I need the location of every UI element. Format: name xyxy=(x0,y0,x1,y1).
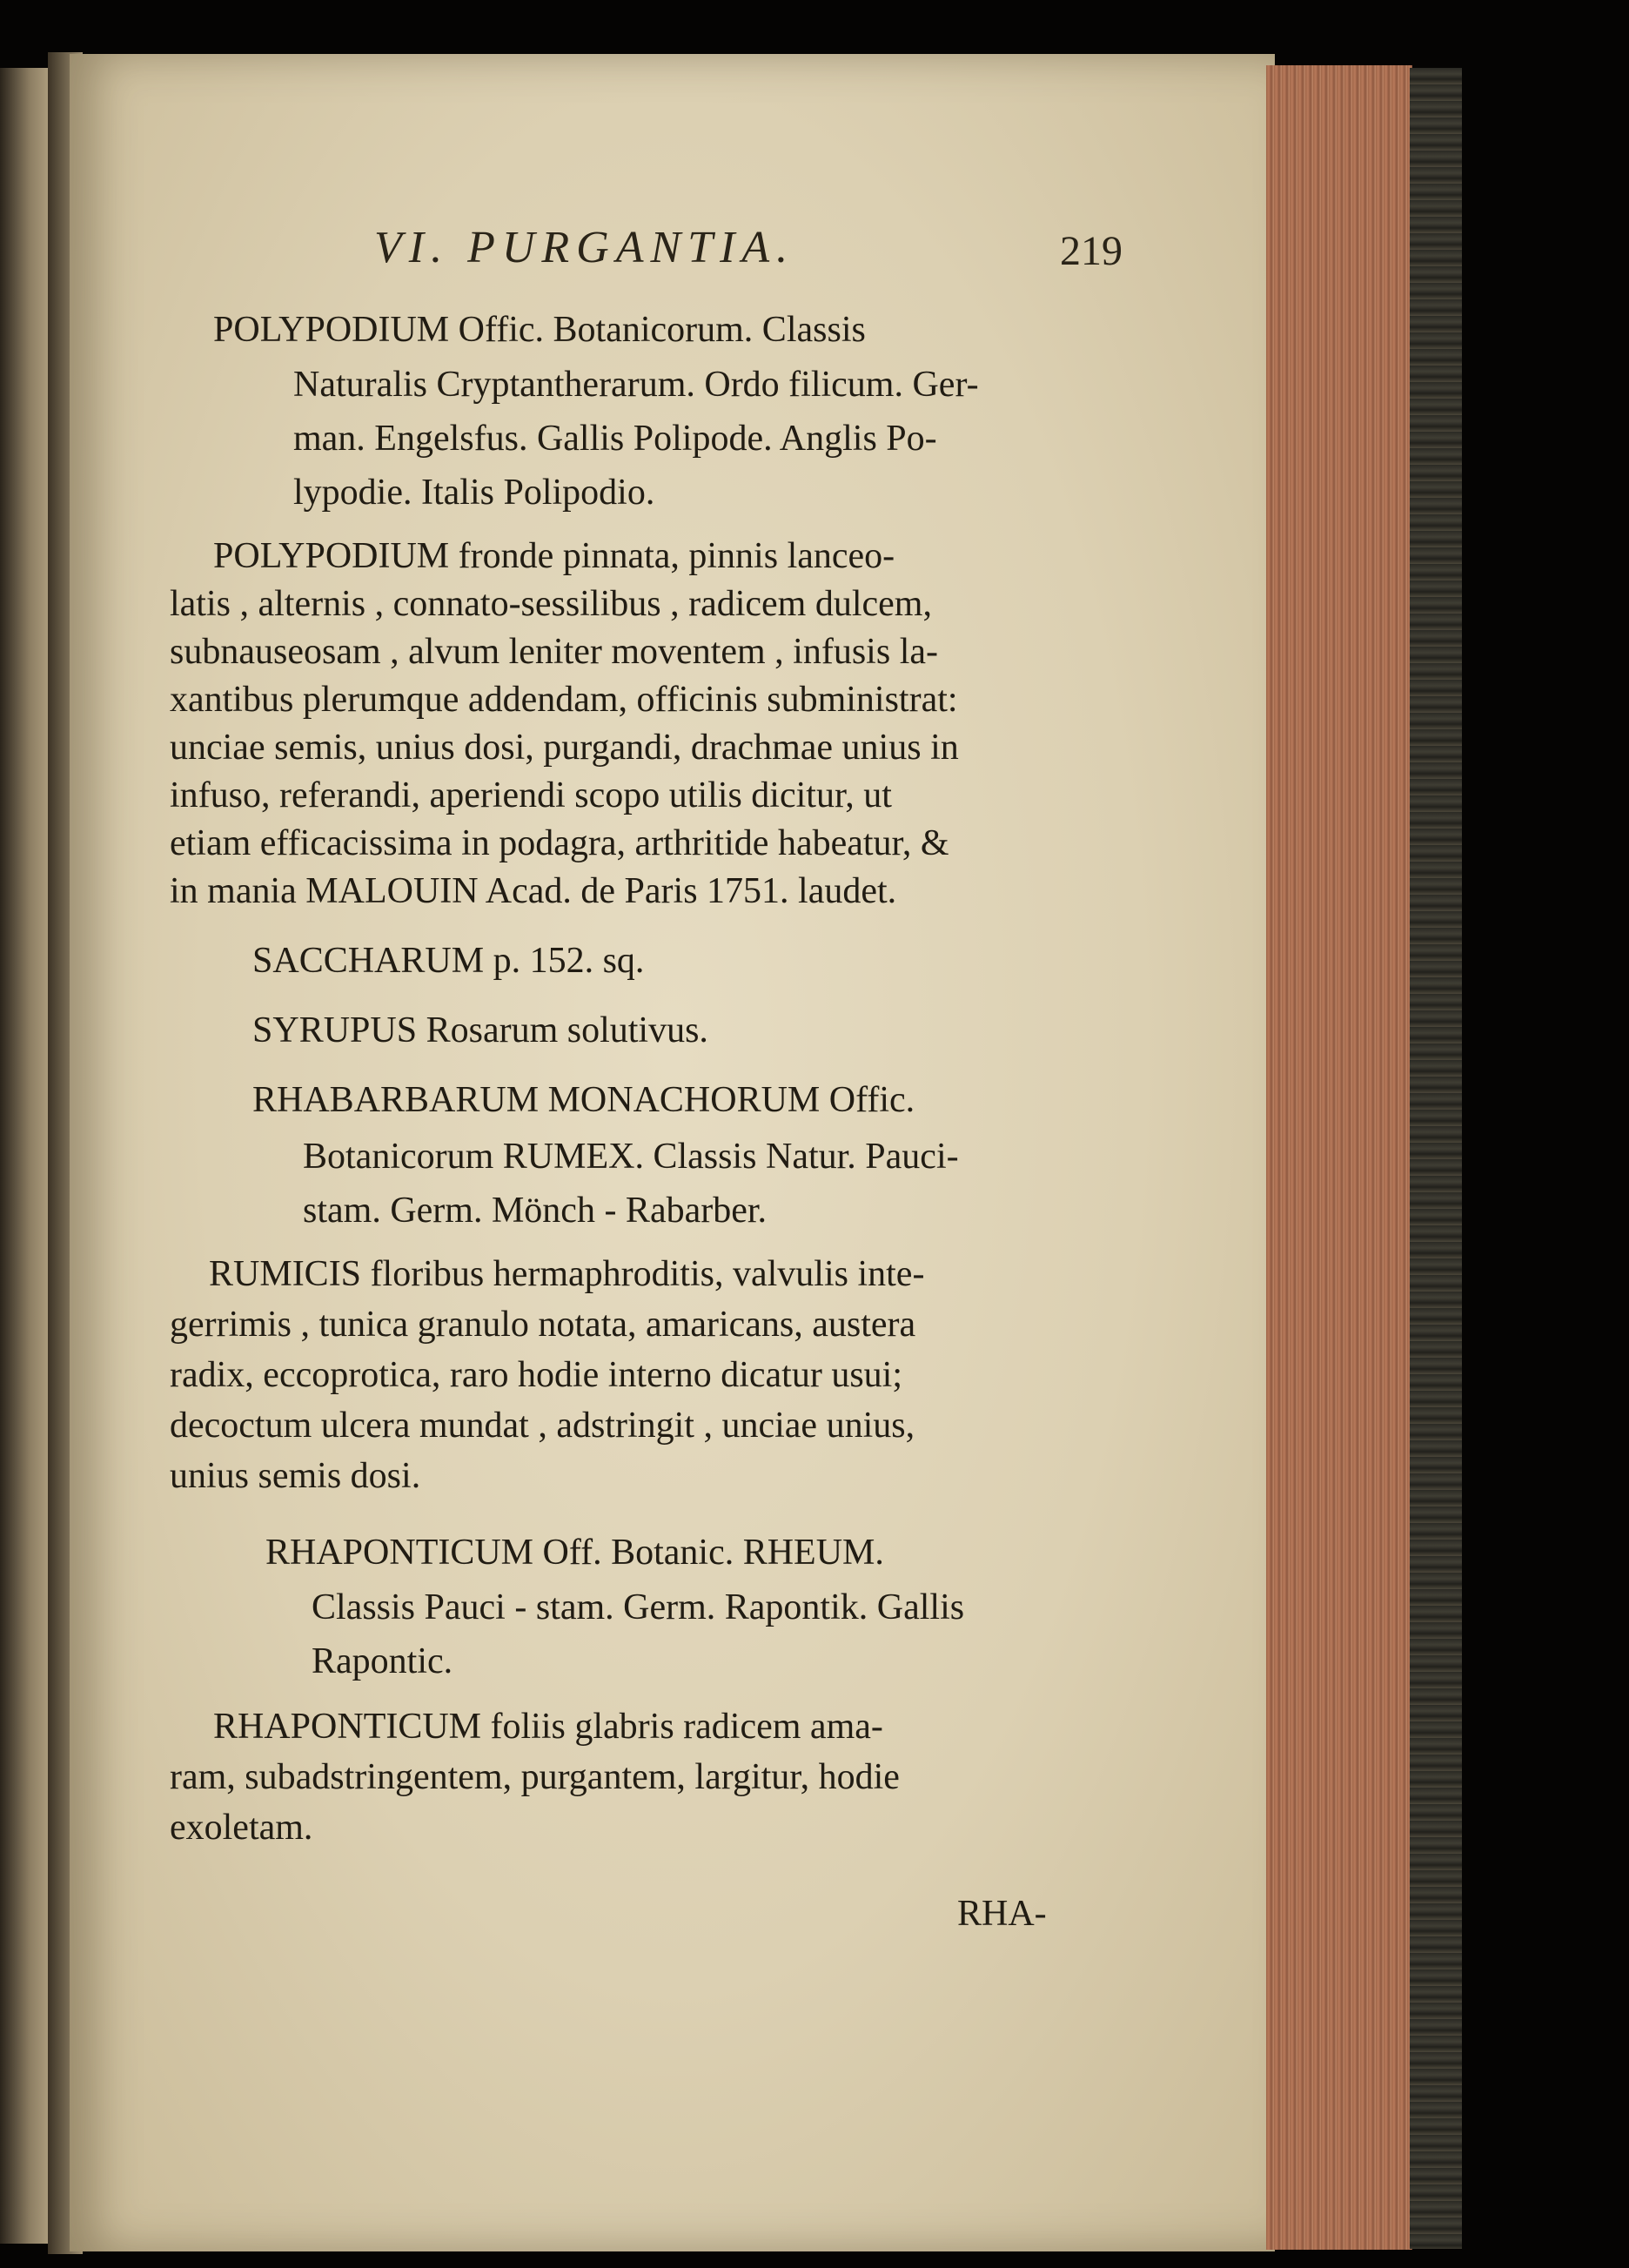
text-line: exoletam. xyxy=(170,1808,313,1848)
text-line: RHAPONTICUM foliis glabris radicem ama- xyxy=(213,1707,883,1747)
page-number: 219 xyxy=(1060,228,1123,274)
page-header xyxy=(374,222,1123,292)
text-line: etiam efficacissima in podagra, arthritide habeatur, & xyxy=(170,823,949,863)
book-cover-edge xyxy=(1410,68,1462,2249)
running-title: VI. PURGANTIA. xyxy=(374,223,795,272)
text-line: RUMICIS floribus hermaphroditis, valvulis inte- xyxy=(209,1254,925,1294)
text-line: latis , alternis , connato-sessilibus , radicem dulcem, xyxy=(170,584,932,624)
text-line: gerrimis , tunica granulo notata, amaricans, austera xyxy=(170,1305,916,1345)
catchword: RHA- xyxy=(957,1894,1047,1934)
text-line: ram, subadstringentem, purgantem, largitur, hodie xyxy=(170,1757,900,1797)
text-line: SYRUPUS Rosarum solutivus. xyxy=(252,1010,708,1050)
text-line: POLYPODIUM fronde pinnata, pinnis lanceo- xyxy=(213,536,895,576)
text-line: unciae semis, unius dosi, purgandi, drachmae unius in xyxy=(170,728,959,768)
text-line: in mania MALOUIN Acad. de Paris 1751. laudet. xyxy=(170,871,897,911)
text-line: stam. Germ. Mönch - Rabarber. xyxy=(303,1191,768,1231)
text-line: lypodie. Italis Polipodio. xyxy=(293,473,655,513)
text-line: Rapontic. xyxy=(312,1641,453,1681)
page-block-edges xyxy=(1266,65,1412,2250)
text-line: radix, eccoprotica, raro hodie interno dicatur usui; xyxy=(170,1355,903,1395)
text-line: SACCHARUM p. 152. sq. xyxy=(252,941,645,981)
text-line: Classis Pauci - stam. Germ. Rapontik. Gallis xyxy=(312,1587,965,1627)
text-line: Naturalis Cryptantherarum. Ordo filicum. Ger- xyxy=(293,365,979,405)
text-line: RHABARBARUM MONACHORUM Offic. xyxy=(252,1080,915,1120)
text-line: decoctum ulcera mundat , adstringit , unciae unius, xyxy=(170,1406,915,1446)
text-line: infuso, referandi, aperiendi scopo utilis dicitur, ut xyxy=(170,775,892,815)
text-line: Botanicorum RUMEX. Classis Natur. Pauci- xyxy=(303,1137,959,1177)
text-line: man. Engelsfus. Gallis Polipode. Anglis Po- xyxy=(293,419,937,459)
text-line: RHAPONTICUM Off. Botanic. RHEUM. xyxy=(265,1533,884,1573)
facing-page-edge xyxy=(0,68,54,2244)
text-line: xantibus plerumque addendam, officinis subministrat: xyxy=(170,680,958,720)
text-line: subnauseosam , alvum leniter moventem , infusis la- xyxy=(170,632,938,672)
text-line: unius semis dosi. xyxy=(170,1456,421,1496)
text-line: POLYPODIUM Offic. Botanicorum. Classis xyxy=(213,310,866,350)
